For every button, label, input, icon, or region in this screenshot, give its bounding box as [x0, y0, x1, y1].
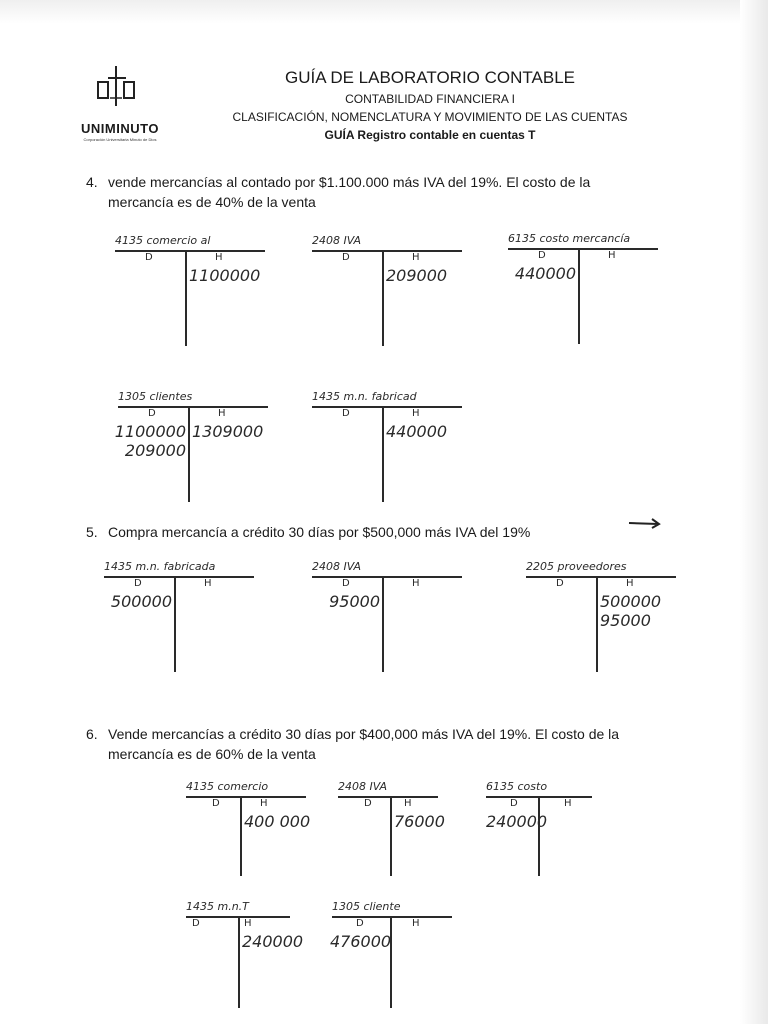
- debit-label: D: [556, 578, 564, 589]
- debit-amount: 440000: [514, 264, 576, 283]
- credit-label: H: [244, 918, 252, 929]
- account-name: 6135 costo: [486, 780, 548, 793]
- credit-amount: 1309000: [192, 422, 264, 441]
- credit-label: H: [564, 798, 572, 809]
- credit-label: H: [404, 798, 412, 809]
- exercise-text-line1: Vende mercancías a crédito 30 días por $400,000 más IVA del 19%. El costo de la: [108, 726, 620, 742]
- t-account: [338, 782, 458, 892]
- page-edge-top: [0, 0, 768, 24]
- t-account-top-line: [186, 796, 306, 798]
- t-account-top-line: [312, 250, 462, 252]
- t-account: [104, 562, 254, 672]
- course-name: CONTABILIDAD FINANCIERA I: [345, 92, 515, 106]
- debit-label: D: [148, 408, 156, 419]
- logo-text: UNIMINUTO: [81, 121, 159, 136]
- t-account-top-line: [115, 250, 265, 252]
- logo-mark-icon: [60, 64, 180, 120]
- credit-label: H: [204, 578, 212, 589]
- exercise-6: [86, 724, 619, 764]
- t-account-divider: [188, 406, 190, 502]
- exercise-4: [86, 172, 590, 212]
- document-title: GUÍA DE LABORATORIO CONTABLE: [284, 68, 575, 87]
- t-account: [115, 236, 265, 346]
- credit-amount: 400 000: [244, 812, 311, 831]
- account-name: 2408 IVA: [312, 234, 362, 247]
- account-name: 6135 costo mercancía: [508, 232, 631, 245]
- t-account: [312, 392, 462, 502]
- t-account: [486, 782, 606, 892]
- exercise-number: 4.: [86, 174, 98, 190]
- t-account-divider: [382, 250, 384, 346]
- t-account-divider: [238, 916, 240, 1008]
- exercise-text-line1: vende mercancías al contado por $1.100.000 más IVA del 19%. El costo de la: [108, 174, 591, 190]
- t-account-divider: [390, 796, 392, 876]
- credit-label: H: [412, 578, 420, 589]
- account-name: 2408 IVA: [312, 560, 362, 573]
- topic-name: CLASIFICACIÓN, NOMENCLATURA Y MOVIMIENTO DE LAS CUENTAS: [232, 110, 628, 124]
- credit-amount: 1100000: [189, 266, 261, 285]
- t-account-top-line: [312, 576, 462, 578]
- document-header: [190, 68, 670, 142]
- account-name: 2205 proveedores: [526, 560, 627, 573]
- credit-label: H: [412, 918, 420, 929]
- t-account: [508, 234, 658, 344]
- account-name: 4135 comercio al: [115, 234, 211, 247]
- t-account: [312, 236, 462, 346]
- exercise-number: 6.: [86, 726, 98, 742]
- credit-amount: 440000: [386, 422, 448, 441]
- debit-amount: 95000: [329, 592, 380, 611]
- debit-amount: 476000: [330, 932, 392, 951]
- debit-label: D: [364, 798, 372, 809]
- account-name: 1435 m.n. fabricada: [104, 560, 216, 573]
- t-account-divider: [596, 576, 598, 672]
- t-account-divider: [382, 406, 384, 502]
- credit-label: H: [626, 578, 634, 589]
- t-account-divider: [578, 248, 580, 344]
- credit-label: H: [412, 408, 420, 419]
- debit-amount: 500000: [110, 592, 172, 611]
- arrow-right-icon: [628, 516, 662, 530]
- credit-amount: 240000: [242, 932, 304, 951]
- exercise-text-line2: mercancía es de 40% de la venta: [108, 194, 316, 210]
- t-account-top-line: [104, 576, 254, 578]
- page-edge-right: [740, 0, 768, 1024]
- credit-amount: 209000: [386, 266, 448, 285]
- t-account-top-line: [118, 406, 268, 408]
- t-account: [332, 902, 472, 1012]
- t-account: [186, 902, 306, 1012]
- t-account-top-line: [526, 576, 676, 578]
- credit-label: H: [260, 798, 268, 809]
- credit-amount: 76000: [394, 812, 445, 831]
- t-account-divider: [390, 916, 392, 1008]
- credit-amount: 500000 95000: [600, 592, 662, 630]
- t-account-top-line: [508, 248, 658, 250]
- debit-label: D: [145, 252, 153, 263]
- t-account-divider: [240, 796, 242, 876]
- t-account-top-line: [338, 796, 438, 798]
- debit-label: D: [342, 252, 350, 263]
- t-account-divider: [185, 250, 187, 346]
- t-account-divider: [538, 796, 540, 876]
- debit-amount: 1100000 209000: [114, 422, 186, 460]
- t-account-top-line: [312, 406, 462, 408]
- credit-label: H: [412, 252, 420, 263]
- debit-label: D: [342, 408, 350, 419]
- logo-subtext: Corporación Universitaria Minuto de Dios: [83, 137, 157, 142]
- debit-label: D: [356, 918, 364, 929]
- debit-label: D: [342, 578, 350, 589]
- credit-label: H: [218, 408, 226, 419]
- debit-amount: 240000: [486, 812, 548, 831]
- exercise-5: [86, 522, 530, 542]
- uniminuto-logo: [60, 64, 180, 144]
- credit-label: H: [608, 250, 616, 261]
- account-name: 4135 comercio: [186, 780, 269, 793]
- exercise-number: 5.: [86, 524, 98, 540]
- debit-label: D: [212, 798, 220, 809]
- debit-label: D: [192, 918, 200, 929]
- t-account-divider: [382, 576, 384, 672]
- account-name: 1435 m.n. fabricad: [312, 390, 417, 403]
- account-name: 1305 clientes: [118, 390, 193, 403]
- t-account: [114, 390, 268, 502]
- t-account-top-line: [332, 916, 452, 918]
- account-name: 2408 IVA: [338, 780, 388, 793]
- t-account: [186, 782, 316, 892]
- exercise-text-line2: mercancía es de 60% de la venta: [108, 746, 316, 762]
- exercise-text-line1: Compra mercancía a crédito 30 días por $500,000 más IVA del 19%: [108, 524, 531, 540]
- debit-label: D: [538, 250, 546, 261]
- account-name: 1305 cliente: [332, 900, 401, 913]
- account-name: 1435 m.n.T: [186, 900, 249, 913]
- t-account-divider: [174, 576, 176, 672]
- debit-label: D: [510, 798, 518, 809]
- t-account: [312, 562, 462, 672]
- guide-name: GUÍA Registro contable en cuentas T: [324, 128, 536, 142]
- credit-label: H: [215, 252, 223, 263]
- debit-label: D: [134, 578, 142, 589]
- t-account: [526, 562, 676, 672]
